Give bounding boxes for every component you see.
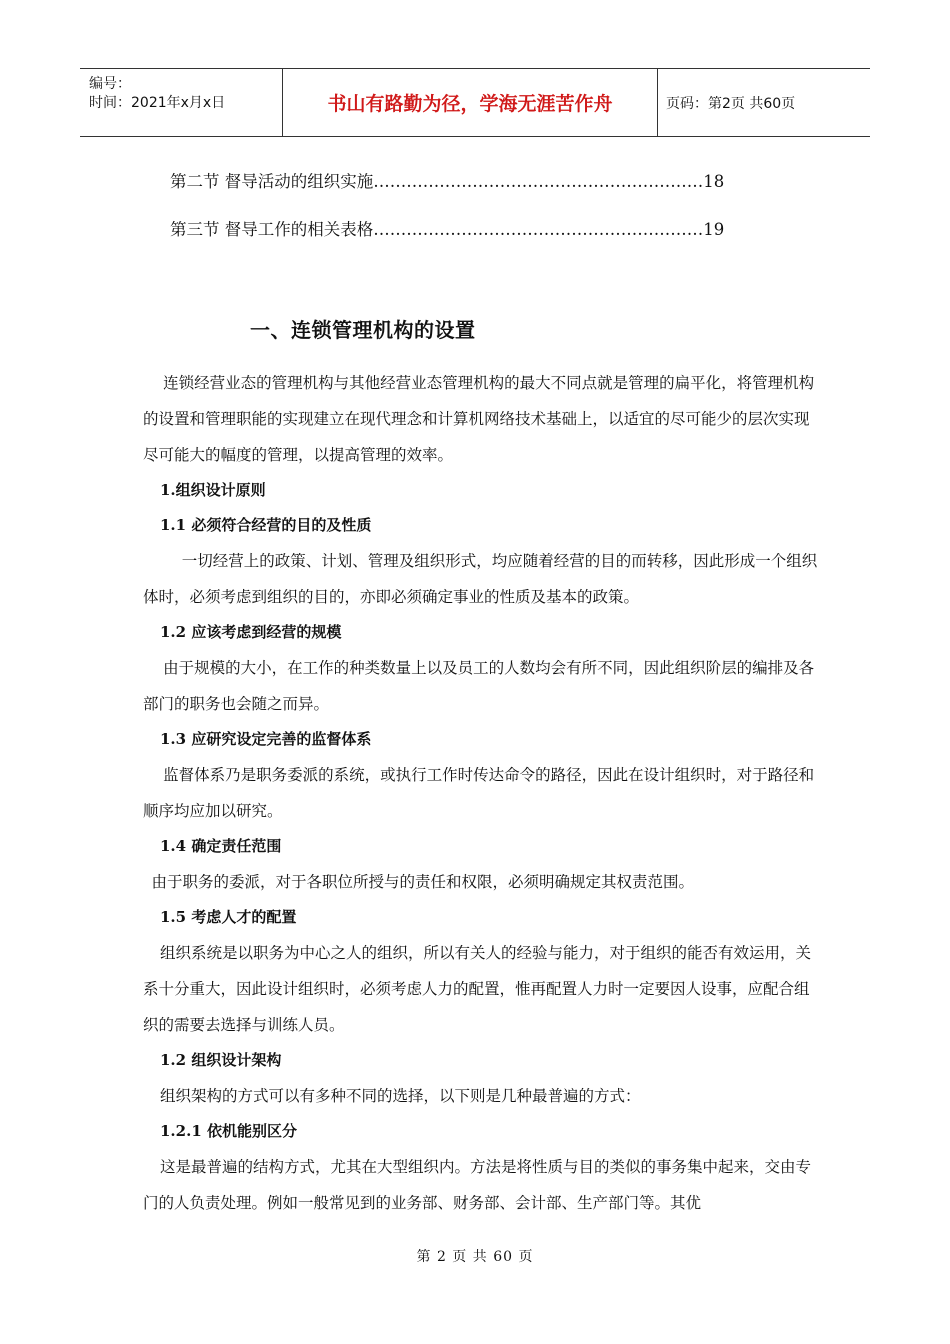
toc-entry: 第三节 督导工作的相关表格……………………………………………………19 (170, 220, 725, 239)
document-time-label: 时间：2021年x月x日 (89, 95, 226, 111)
body-paragraph: 这是最普遍的结构方式，尤其在大型组织内。方法是将性质与目的类似的事务集中起来，交由专门的人负责处理。例如一般常见到的业务部、财务部、会计部、生产部门等。其优 (143, 1158, 812, 1212)
header-meta-cell (80, 69, 283, 136)
body-paragraph: 组织系统是以职务为中心之人的组织，所以有关人的经验与能力，对于组织的能否有效运用，关系十分重大，因此设计组织时，必须考虑人力的配置，惟再配置人力时一定要因人设事，应配合组织的需要去选择与训练人员。 (143, 944, 812, 1034)
section-title: 一、连锁管理机构的设置 (250, 318, 476, 342)
subheading: 1.5 考虑人才的配置 (160, 908, 297, 926)
body-paragraph: 连锁经营业态的管理机构与其他经营业态管理机构的最大不同点就是管理的扁平化，将管理机构的设置和管理职能的实现建立在现代理念和计算机网络技术基础上，以适宜的尽可能少的层次实现尽可能大的幅度的管理，以提高管理的效率。 (143, 374, 815, 464)
document-number-label: 编号： (89, 76, 131, 92)
body-paragraph: 由于规模的大小，在工作的种类数量上以及员工的人数均会有所不同，因此组织阶层的编排及各部门的职务也会随之而异。 (143, 659, 815, 713)
subheading: 1.1 必须符合经营的目的及性质 (160, 516, 372, 534)
page-footer: 第 2 页 共 60 页 (416, 1249, 534, 1265)
subheading: 1.2 组织设计架构 (160, 1051, 282, 1069)
body-paragraph: 监督体系乃是职务委派的系统，或执行工作时传达命令的路径，因此在设计组织时，对于路径和顺序均应加以研究。 (143, 766, 815, 820)
subheading: 1.4 确定责任范围 (160, 837, 282, 855)
page-header-table (80, 68, 870, 137)
subheading: 1.2.1 依机能别区分 (160, 1122, 297, 1140)
header-motto: 书山有路勤为径，学海无涯苦作舟 (283, 69, 658, 136)
body-paragraph: 由于职务的委派，对于各职位所授与的责任和权限，必须明确规定其权责范围。 (151, 873, 695, 891)
header-page-info: 页码：第2页 共60页 (666, 95, 796, 112)
toc-entry: 第二节 督导活动的组织实施……………………………………………………18 (170, 172, 725, 191)
subheading: 1.2 应该考虑到经营的规模 (160, 623, 342, 641)
body-paragraph: 组织架构的方式可以有多种不同的选择，以下则是几种最普遍的方式： (160, 1087, 641, 1105)
subheading: 1.组织设计原则 (160, 481, 266, 499)
subheading: 1.3 应研究设定完善的监督体系 (160, 730, 372, 748)
body-paragraph: 一切经营上的政策、计划、管理及组织形式，均应随着经营的目的而转移，因此形成一个组织体时，必须考虑到组织的目的，亦即必须确定事业的性质及基本的政策。 (143, 552, 818, 606)
document-body (143, 365, 818, 1221)
